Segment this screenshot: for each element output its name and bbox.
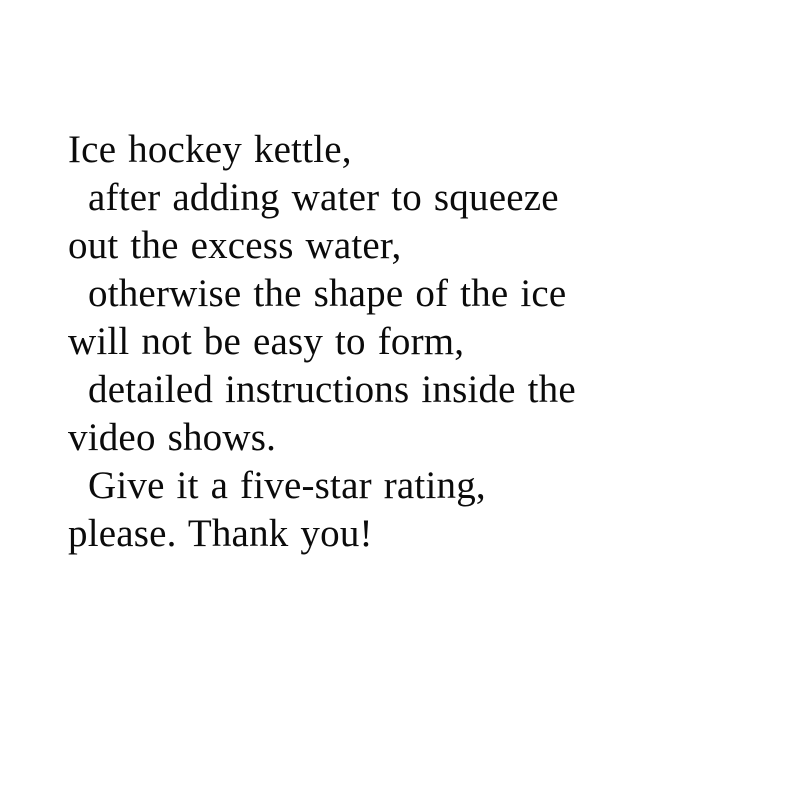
text-line: video shows. <box>68 416 277 459</box>
product-description-text <box>68 126 748 558</box>
text-line: otherwise the shape of the ice <box>88 272 567 315</box>
text-line: Give it a five-star rating, <box>88 464 486 507</box>
text-line: out the excess water, <box>68 224 402 267</box>
text-line: please. Thank you! <box>68 512 373 555</box>
text-line: will not be easy to form, <box>68 320 465 363</box>
text-line: Ice hockey kettle, <box>68 128 352 171</box>
text-line: detailed instructions inside the <box>88 368 576 411</box>
text-line: after adding water to squeeze <box>88 176 559 219</box>
